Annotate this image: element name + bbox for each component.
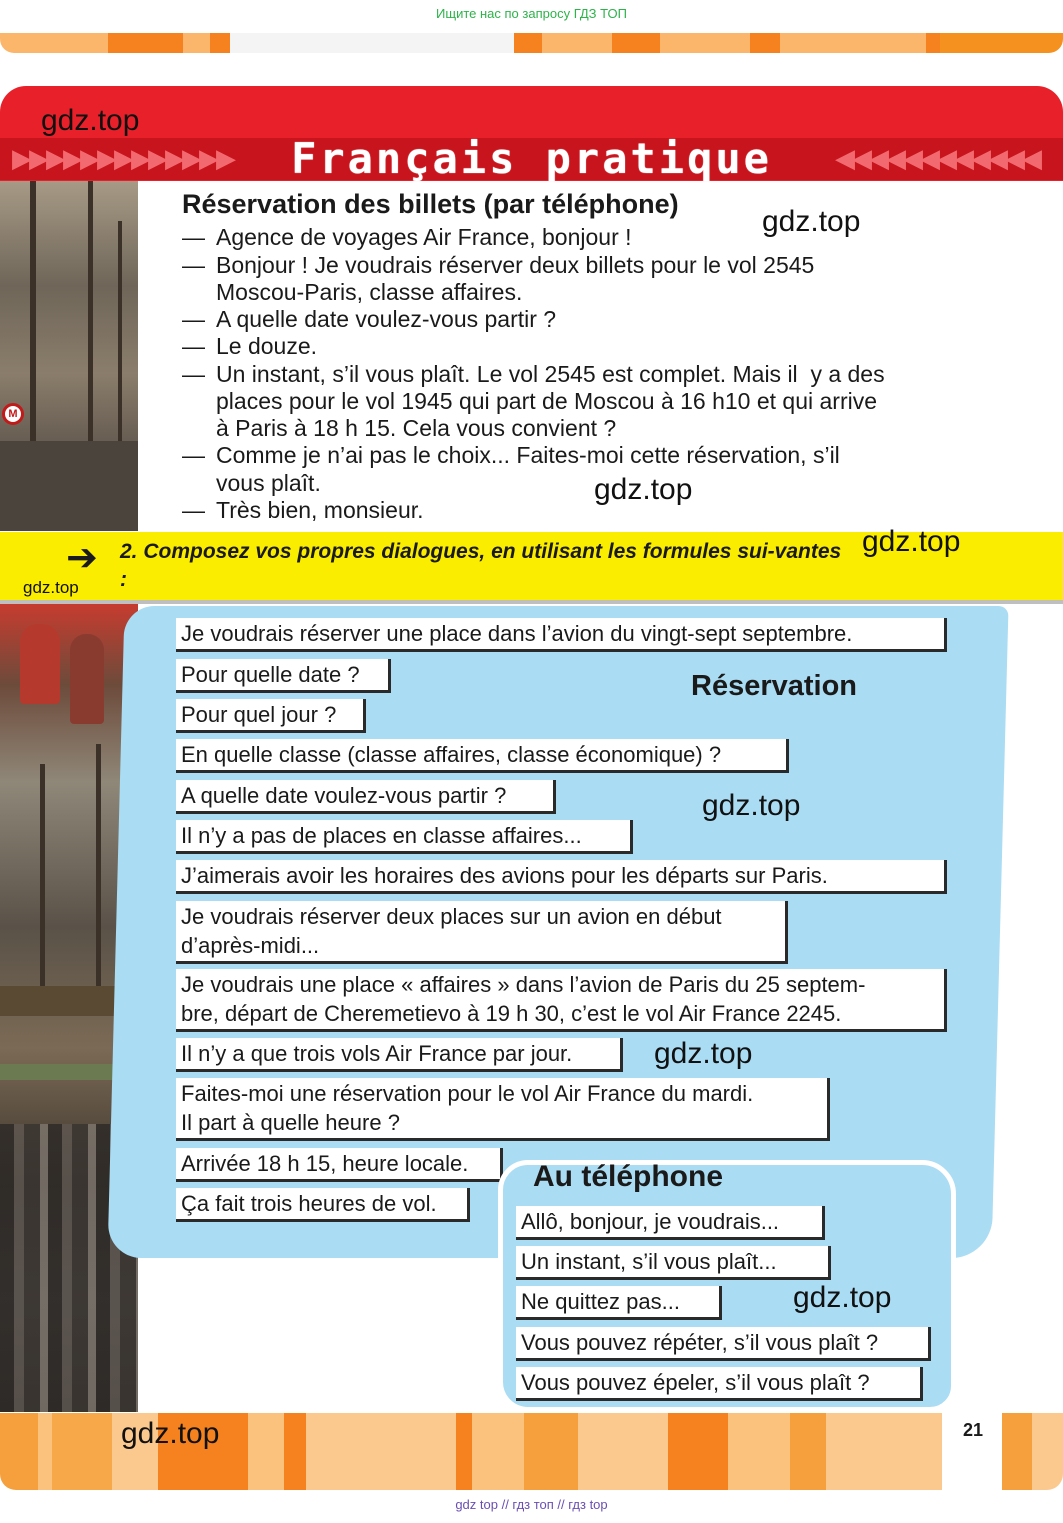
reservation-phrase: A quelle date voulez-vous partir ?: [176, 780, 556, 814]
watermark: gdz.top: [41, 104, 140, 137]
page-number: 21: [963, 1420, 984, 1440]
task-instruction: 2. Composez vos propres dialogues, en utilisant les formules sui-vantes :: [120, 540, 842, 591]
watermark: gdz.top: [702, 789, 801, 822]
reservation-phrase: Je voudrais réserver deux places sur un avion en début d’après-midi...: [176, 901, 788, 964]
reservation-phrase: Arrivée 18 h 15, heure locale.: [176, 1148, 503, 1182]
telephone-phrase: Allô, bonjour, je voudrais...: [516, 1206, 825, 1240]
telephone-heading: Au téléphone: [533, 1160, 724, 1193]
watermark: gdz.top: [23, 578, 79, 597]
right-arrows-decoration: ◀◀◀◀◀◀◀◀◀◀◀◀: [835, 144, 1039, 174]
reservation-phrase: Pour quelle date ?: [176, 659, 391, 693]
reservation-phrase: Il n’y a pas de places en classe affaires...: [176, 820, 633, 854]
telephone-phrase: Vous pouvez épeler, s’il vous plaît ?: [516, 1367, 923, 1401]
arrow-right-icon: ➔: [66, 535, 98, 579]
reservation-phrase: Je voudrais une place « affaires » dans l’avion de Paris du 25 septem- bre, départ de Cheremetievo à 19 h 30, c’est le vol Air France 2245.: [176, 969, 947, 1032]
dialogue-title: Réservation des billets (par téléphone): [182, 189, 679, 219]
watermark: gdz.top: [121, 1417, 220, 1450]
watermark: gdz.top: [594, 473, 693, 506]
watermark: gdz.top: [762, 205, 861, 238]
reservation-phrase: Je voudrais réserver une place dans l’avion du vingt-sept septembre.: [176, 618, 947, 652]
decorative-stripe-top: [0, 33, 1063, 53]
reservation-phrase: Il n’y a que trois vols Air France par jour.: [176, 1038, 623, 1072]
footer-links: gdz top // гдз топ // гдз top: [455, 1497, 608, 1512]
reservation-phrase: En quelle classe (classe affaires, classe économique) ?: [176, 739, 789, 773]
reservation-phrase: Pour quel jour ?: [176, 699, 366, 733]
watermark: gdz.top: [862, 525, 961, 558]
watermark: gdz.top: [793, 1281, 892, 1314]
street-photo-top: [0, 181, 138, 531]
telephone-phrase: Vous pouvez répéter, s’il vous plaît ?: [516, 1327, 931, 1361]
telephone-phrase: Un instant, s’il vous plaît...: [516, 1246, 831, 1280]
reservation-phrase: Ça fait trois heures de vol.: [176, 1188, 470, 1222]
page-title: Français pratique: [291, 134, 772, 183]
search-hint-banner: Ищите нас по запросу ГДЗ ТОП: [436, 6, 627, 21]
telephone-phrase: Ne quittez pas...: [516, 1286, 722, 1320]
watermark: gdz.top: [654, 1037, 753, 1070]
left-arrows-decoration: ▶▶▶▶▶▶▶▶▶▶▶▶▶: [12, 144, 233, 174]
metro-sign-icon: M: [2, 403, 24, 425]
task-band-divider: [0, 600, 1063, 604]
reservation-heading: Réservation: [691, 670, 858, 702]
reservation-phrase: Faites-moi une réservation pour le vol Air France du mardi. Il part à quelle heure ?: [176, 1078, 830, 1141]
reservation-phrase: J’aimerais avoir les horaires des avions pour les départs sur Paris.: [176, 860, 947, 894]
